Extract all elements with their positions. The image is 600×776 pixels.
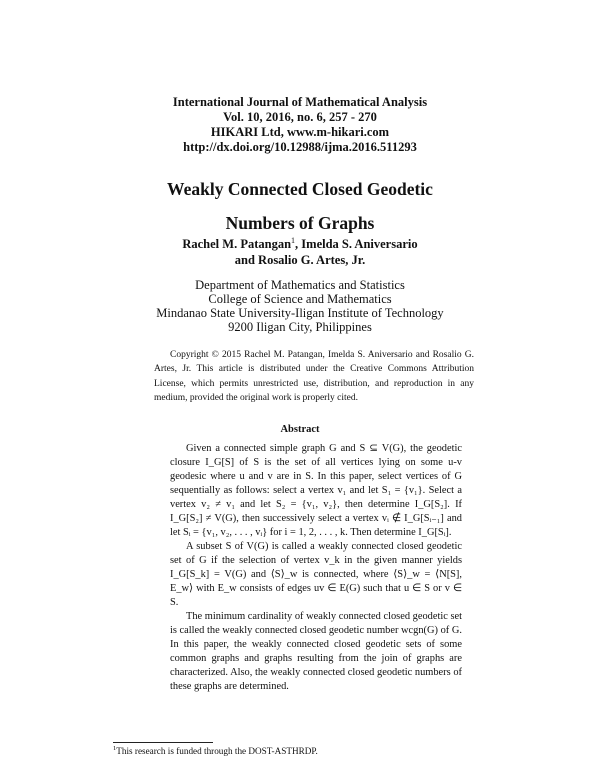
journal-doi[interactable]: http://dx.doi.org/10.12988/ijma.2016.511293	[183, 140, 417, 154]
affiliation-college: College of Science and Mathematics	[208, 292, 392, 306]
affiliation-university: Mindanao State University-Iligan Institute of Technology	[156, 306, 444, 320]
journal-header	[0, 95, 600, 155]
affiliation-city: 9200 Iligan City, Philippines	[228, 320, 372, 334]
copyright-notice	[154, 348, 474, 406]
journal-volume: Vol. 10, 2016, no. 6, 257 - 270	[223, 110, 377, 124]
abstract-paragraph-2: A subset S of V(G) is called a weakly connected closed geodetic set of G if the selection of vertex v_k in the given manner yields I_G[S_k] = V(G) and ⟨S⟩_w is connected, where ⟨S⟩_w = ⟨N[S], E_w⟩ with E_w consists of edges uv ∈ E(G) such that u ∈ S or v ∈ S.	[170, 541, 462, 608]
author-list	[0, 233, 600, 268]
author-3: and Rosalio G. Artes, Jr.	[234, 253, 366, 268]
abstract-body	[170, 442, 462, 694]
journal-publisher: HIKARI Ltd, www.m-hikari.com	[210, 125, 390, 139]
abstract-paragraph-1: Given a connected simple graph G and S ⊆ V(G), the geodetic closure I_G[S] of S is the set of all vertices lying on some u-v geodesic where u and v are in S. In this paper, select vertices of G sequentially as follows: select a vertex v₁ and let S₁ = {v₁}. Select a vertex v₂ ≠ v₁ and let S₂ = {v₁, v₂}, then determine I_G[S₂]. If I_G[S₂] ≠ V(G), then successively select a vertex vᵢ ∉ I_G[Sᵢ₋₁] and let Sᵢ = {v₁, v₂, . . . , vᵢ} for i = 1, 2, . . . , k. Then determine I_G[Sᵢ].	[170, 443, 462, 538]
footnote-text: This research is funded through the DOST-ASTHRDP.	[116, 746, 318, 757]
abstract-heading: Abstract	[280, 424, 320, 435]
affiliation-department: Department of Mathematics and Statistics	[195, 278, 405, 292]
abstract-paragraph-3: The minimum cardinality of weakly connected closed geodetic set is called the weakly connected closed geodetic number wcgn(G) of G. In this paper, the weakly connected closed geodetic sets of some common graphs and graphs resulting from the join of graphs are characterized. Also, the weakly connected closed geodetic numbers of these graphs are determined.	[170, 611, 462, 692]
footnote-mark: 1	[291, 236, 296, 245]
title-line-2: Numbers of Graphs	[225, 213, 375, 233]
footnote-divider	[113, 742, 213, 743]
author-2: , Imelda S. Aniversario	[295, 237, 418, 252]
journal-name: International Journal of Mathematical Analysis	[172, 95, 428, 109]
affiliation	[0, 278, 600, 334]
author-1: Rachel M. Patangan	[182, 237, 292, 252]
footnote	[113, 745, 318, 756]
copyright-text: Copyright © 2015 Rachel M. Patangan, Imelda S. Aniversario and Rosalio G. Artes, Jr. This article is distributed under the Creative Commons Attribution License, which permits unrestricted use, distribution, and reproduction in any medium, provided the original work is properly cited.	[154, 350, 474, 404]
footnote-number: 1	[113, 745, 117, 752]
paper-title	[0, 172, 600, 240]
title-line-1: Weakly Connected Closed Geodetic	[167, 179, 433, 199]
